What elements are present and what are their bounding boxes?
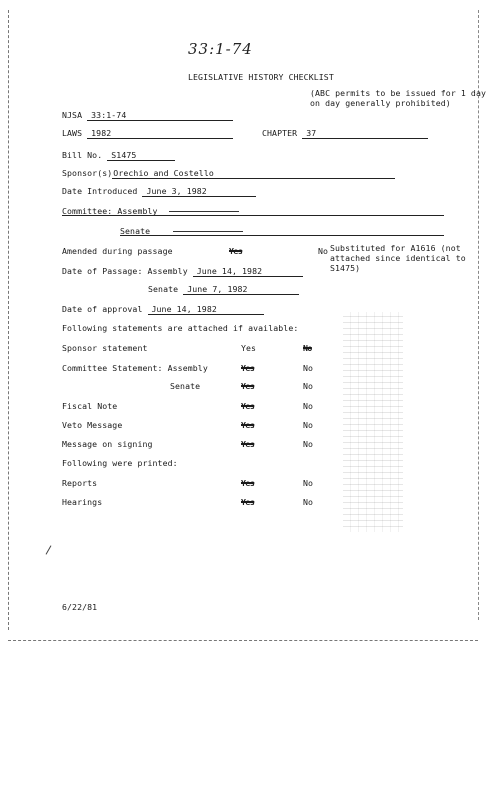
laws-value: 1982	[87, 128, 233, 139]
stray-mark	[46, 545, 52, 554]
date-approval-value: June 14, 1982	[148, 304, 264, 315]
chapter-row	[262, 128, 428, 139]
committee-assembly-dash	[169, 211, 239, 212]
statement-label-fiscal-note: Fiscal Note	[62, 401, 118, 411]
laws-row	[62, 128, 233, 139]
date-introduced-row	[62, 186, 256, 197]
document-title: LEGISLATIVE HISTORY CHECKLIST	[188, 72, 334, 82]
statement-label-committee-senate: Senate	[170, 381, 201, 391]
statement-label-message-on-signing: Message on signing	[62, 439, 153, 449]
handwritten-number: 33:1-74	[188, 40, 253, 58]
scan-noise-area	[343, 312, 403, 532]
note-line-2: on day generally prohibited)	[310, 98, 451, 108]
sponsor-value: Orechio and Costello	[112, 168, 395, 179]
date-approval-label: Date of approval	[62, 304, 143, 314]
passage-assembly-label: Assembly	[147, 266, 188, 276]
statement-no-committee-assembly: No	[303, 363, 314, 373]
sponsor-label: Sponsor(s)	[62, 168, 113, 178]
statement-yes-committee-assembly-struck: Yes	[241, 363, 255, 373]
statement-yes-committee-senate-struck: Yes	[241, 381, 255, 391]
footer-date: 6/22/81	[62, 602, 98, 612]
statement-no-sponsor-struck: No	[303, 343, 312, 353]
statement-yes-sponsor: Yes	[241, 343, 257, 353]
committee-senate-underline	[120, 235, 444, 236]
amended-label: Amended during passage	[62, 246, 173, 256]
statement-yes-veto-message-struck: Yes	[241, 420, 255, 430]
committee-senate-label: Senate	[120, 226, 151, 236]
page-edge-right	[478, 10, 479, 620]
amended-yes-struck: Yes	[229, 246, 243, 256]
passage-senate-row	[148, 284, 299, 295]
committee-label: Committee:	[62, 206, 113, 216]
njsa-row	[62, 110, 233, 121]
page-edge-bottom	[8, 640, 478, 641]
printed-no-reports: No	[303, 478, 314, 488]
passage-senate-label: Senate	[148, 284, 179, 294]
date-introduced-label: Date Introduced	[62, 186, 138, 196]
bill-value: S1475	[107, 150, 175, 161]
njsa-label: NJSA	[62, 110, 83, 120]
chapter-value: 37	[302, 128, 428, 139]
statement-label-committee-assembly: Committee Statement: Assembly	[62, 363, 208, 373]
statement-label-veto-message: Veto Message	[62, 420, 123, 430]
chapter-label: CHAPTER	[262, 128, 298, 138]
printed-label-reports: Reports	[62, 478, 98, 488]
printed-heading: Following were printed:	[62, 458, 178, 468]
printed-yes-reports-struck: Yes	[241, 478, 255, 488]
committee-assembly-label: Assembly	[117, 206, 158, 216]
statement-yes-message-on-signing-struck: Yes	[241, 439, 255, 449]
note-line-1: (ABC permits to be issued for 1 day	[310, 88, 487, 98]
laws-label: LAWS	[62, 128, 83, 138]
amended-no: No	[318, 246, 329, 256]
printed-label-hearings: Hearings	[62, 497, 103, 507]
njsa-value: 33:1-74	[87, 110, 233, 121]
committee-assembly-underline	[62, 215, 444, 216]
printed-yes-hearings-struck: Yes	[241, 497, 255, 507]
printed-no-hearings: No	[303, 497, 314, 507]
statement-no-veto-message: No	[303, 420, 314, 430]
passage-assembly-value: June 14, 1982	[193, 266, 303, 277]
substituted-note-line-1: Substituted for A1616 (not	[330, 243, 461, 253]
sponsor-row	[62, 168, 395, 179]
passage-senate-value: June 7, 1982	[183, 284, 299, 295]
statement-no-fiscal-note: No	[303, 401, 314, 411]
statement-no-message-on-signing: No	[303, 439, 314, 449]
committee-senate-dash	[173, 231, 243, 232]
bill-label: Bill No.	[62, 150, 103, 160]
page-edge-left	[8, 10, 9, 630]
statement-no-committee-senate: No	[303, 381, 314, 391]
passage-assembly-row	[62, 266, 303, 277]
statement-label-sponsor: Sponsor statement	[62, 343, 148, 353]
substituted-note-line-2: attached since identical to	[330, 253, 466, 263]
approval-row	[62, 304, 264, 315]
statements-heading: Following statements are attached if available:	[62, 323, 299, 333]
statement-yes-fiscal-note-struck: Yes	[241, 401, 255, 411]
date-introduced-value: June 3, 1982	[142, 186, 256, 197]
date-passage-label: Date of Passage:	[62, 266, 143, 276]
bill-row	[62, 150, 175, 161]
substituted-note-line-3: S1475)	[330, 263, 361, 273]
